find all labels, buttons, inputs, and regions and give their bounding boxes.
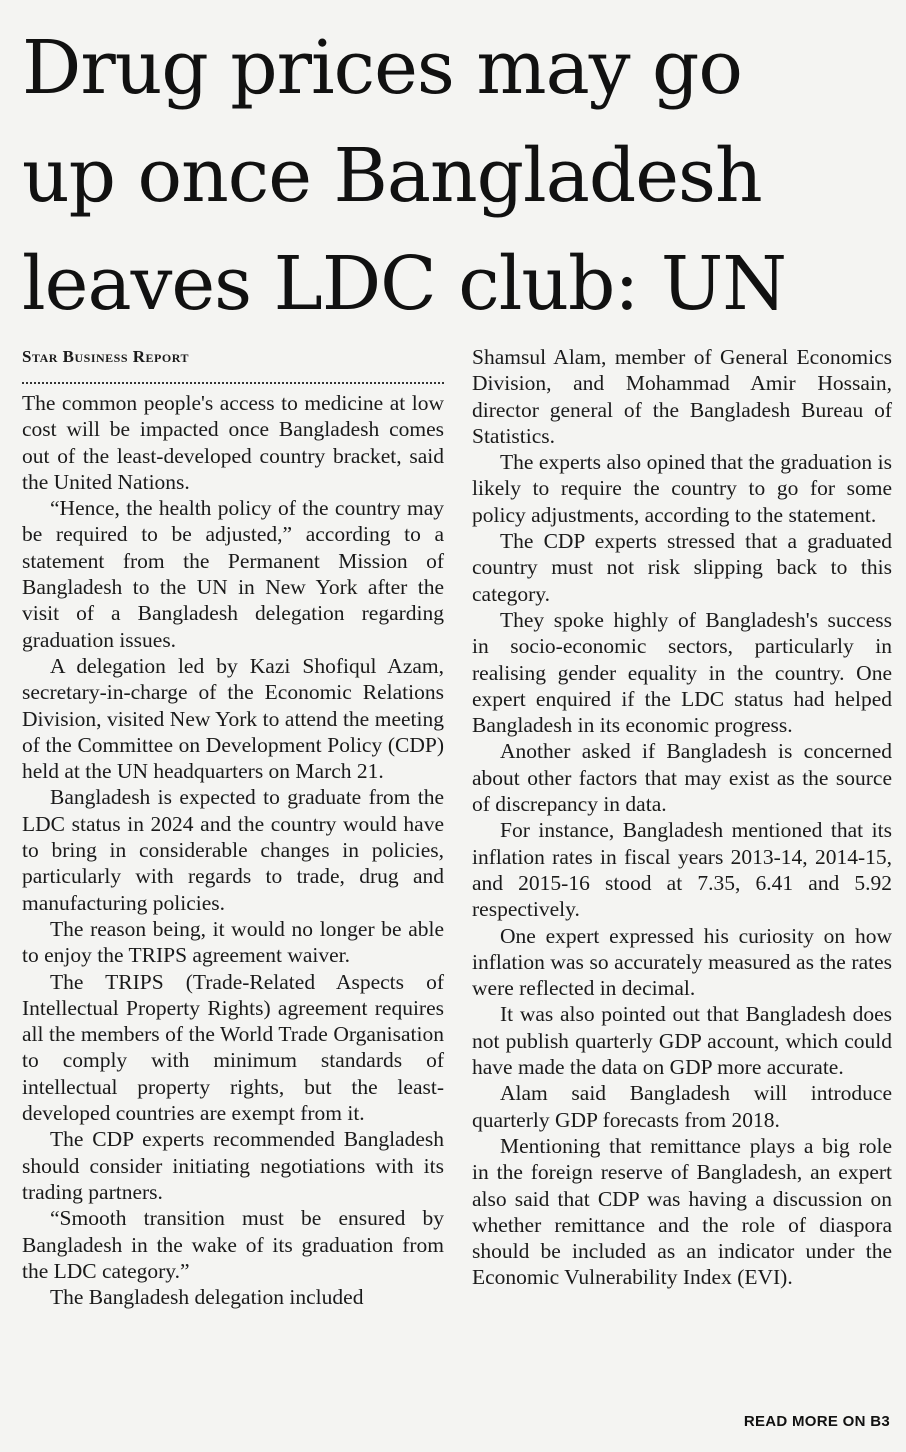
paragraph: The experts also opined that the graduation is likely to require the country to go for some policy adjustments, according to the statement. — [472, 450, 892, 527]
paragraph: One expert expressed his curiosity on how inflation was so accurately measured as the rates were reflected in decimal. — [472, 923, 892, 1001]
dotted-divider — [22, 370, 444, 384]
headline-line-2: up once Bangladesh — [22, 133, 762, 219]
read-more-link[interactable]: READ MORE ON B3 — [743, 1413, 890, 1430]
headline — [22, 14, 892, 338]
paragraph: The CDP experts recommended Bangladesh should consider initiating negotiations with its trading partners. — [22, 1127, 444, 1204]
paragraph: Shamsul Alam, member of General Economics Division, and Mohammad Amir Hossain, director general of the Bangladesh Bureau of Statistics. — [472, 345, 892, 448]
headline-line-1: Drug prices may go — [22, 25, 742, 111]
paragraph: A delegation led by Kazi Shofiqul Azam, secretary-in-charge of the Economic Relations Division, visited New York to attend the meeting of the Committee on Development Policy (CDP) held at the UN headquarters on March 21. — [22, 653, 444, 784]
article-columns — [22, 344, 892, 1310]
paragraph: The common people's access to medicine at low cost will be impacted once Bangladesh comes out of the least-developed country bracket, said the United Nations. — [22, 391, 444, 494]
paragraph: Mentioning that remittance plays a big role in the foreign reserve of Bangladesh, an expert also said that CDP was having a discussion on whether remittance and the role of diaspora should be included as an indicator under the Economic Vulnerability Index (EVI). — [472, 1133, 892, 1290]
headline-line-3: leaves LDC club: UN — [22, 241, 786, 327]
paragraph: “Hence, the health policy of the country may be required to be adjusted,” according to a statement from the Permanent Mission of Bangladesh to the UN in New York after the visit of a Bangladesh delegation regarding graduation issues. — [22, 496, 444, 652]
paragraph: The Bangladesh delegation included — [50, 1285, 364, 1310]
paragraph: The CDP experts stressed that a graduated country must not risk slipping back to this category. — [472, 529, 892, 606]
paragraph: “Smooth transition must be ensured by Bangladesh in the wake of its graduation from the LDC category.” — [22, 1206, 444, 1283]
paragraph: Another asked if Bangladesh is concerned about other factors that may exist as the source of discrepancy in data. — [472, 739, 892, 817]
paragraph: They spoke highly of Bangladesh's success in socio-economic sectors, particularly in realising gender equality in the country. One expert enquired if the LDC status had helped Bangladesh in its economic progress. — [472, 607, 892, 738]
paragraph: For instance, Bangladesh mentioned that its inflation rates in fiscal years 2013-14, 2014-15, and 2015-16 stood at 7.35, 6.41 and 5.92 respectively. — [472, 818, 892, 922]
byline: Star Business Report — [22, 347, 189, 366]
right-column — [472, 344, 892, 1310]
paragraph: Bangladesh is expected to graduate from the LDC status in 2024 and the country would have to bring in considerable changes in policies, particularly with regards to trade, drug and manufacturing policies. — [22, 785, 444, 915]
paragraph: The TRIPS (Trade-Related Aspects of Intellectual Property Rights) agreement requires all the members of the World Trade Organisation to comply with minimum standards of intellectual property rights, but the least-developed countries are exempt from it. — [22, 969, 444, 1126]
paragraph: It was also pointed out that Bangladesh does not publish quarterly GDP account, which could have made the data on GDP more accurate. — [472, 1002, 892, 1080]
paragraph: The reason being, it would no longer be able to enjoy the TRIPS agreement waiver. — [22, 916, 444, 968]
paragraph: Alam said Bangladesh will introduce quarterly GDP forecasts from 2018. — [472, 1081, 892, 1132]
left-column — [22, 344, 444, 1310]
